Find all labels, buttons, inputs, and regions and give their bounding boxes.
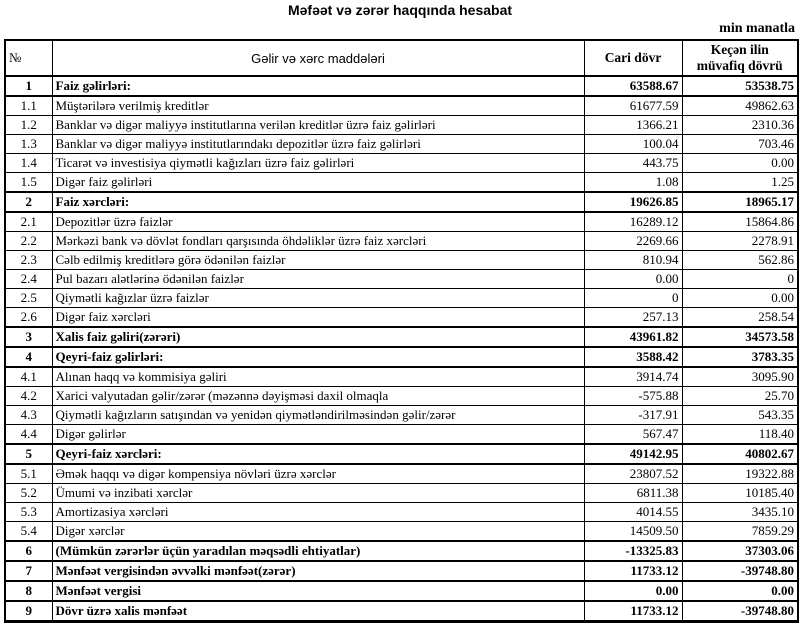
row-current-value: 100.04: [584, 135, 682, 154]
row-item: Qeyri-faiz gəlirləri:: [52, 347, 584, 367]
row-previous-value: 7859.29: [682, 522, 798, 542]
row-no: 4.2: [5, 387, 52, 406]
row-no: 4.4: [5, 425, 52, 445]
row-current-value: 443.75: [584, 154, 682, 173]
row-current-value: 14509.50: [584, 522, 682, 542]
row-current-value: 11733.12: [584, 601, 682, 622]
row-item: Cəlb edilmiş kreditlərə görə ödənilən faizlər: [52, 251, 584, 270]
row-previous-value: 0.00: [682, 581, 798, 601]
row-item: Mənfəət vergisi: [52, 581, 584, 601]
row-item: Əmək haqqı və digər kompensiya növləri üzrə xərclər: [52, 464, 584, 484]
row-previous-value: 703.46: [682, 135, 798, 154]
row-previous-value: 0: [682, 270, 798, 289]
row-current-value: 0.00: [584, 581, 682, 601]
row-current-value: 16289.12: [584, 212, 682, 232]
row-no: 4.1: [5, 367, 52, 387]
row-item: Qeyri-faiz xərcləri:: [52, 444, 584, 464]
row-no: 6: [5, 541, 52, 561]
row-no: 2.2: [5, 232, 52, 251]
row-item: Banklar və digər maliyyə institutlarındakı depozitlər üzrə faiz gəlirləri: [52, 135, 584, 154]
row-no: 2.3: [5, 251, 52, 270]
row-no: 2: [5, 192, 52, 212]
row-previous-value: 40802.67: [682, 444, 798, 464]
row-no: 1.2: [5, 116, 52, 135]
row-item: Dövr üzrə xalis mənfəət: [52, 601, 584, 622]
row-current-value: 23807.52: [584, 464, 682, 484]
row-item: Banklar və digər maliyyə institutlarına verilən kreditlər üzrə faiz gəlirləri: [52, 116, 584, 135]
row-item: Depozitlər üzrə faizlər: [52, 212, 584, 232]
header-current-period: Cari dövr: [584, 40, 682, 76]
row-item: Qiymətli kağızlar üzrə faizlər: [52, 289, 584, 308]
row-previous-value: 543.35: [682, 406, 798, 425]
table-row: [5, 212, 798, 232]
row-previous-value: -39748.80: [682, 561, 798, 581]
row-previous-value: 562.86: [682, 251, 798, 270]
row-no: 5.3: [5, 503, 52, 522]
row-current-value: 4014.55: [584, 503, 682, 522]
row-item: Mənfəət vergisindən əvvəlki mənfəət(zərər): [52, 561, 584, 581]
row-no: 1.4: [5, 154, 52, 173]
row-previous-value: 0.00: [682, 289, 798, 308]
table-row: [5, 464, 798, 484]
row-item: Faiz gəlirləri:: [52, 76, 584, 96]
row-previous-value: 3783.35: [682, 347, 798, 367]
row-previous-value: 258.54: [682, 308, 798, 328]
row-item: Xarici valyutadan gəlir/zərər (məzənnə dəyişməsi daxil olmaqla: [52, 387, 584, 406]
row-previous-value: 53538.75: [682, 76, 798, 96]
row-previous-value: 118.40: [682, 425, 798, 445]
row-current-value: 1.08: [584, 173, 682, 193]
table-row: [5, 347, 798, 367]
row-no: 9: [5, 601, 52, 622]
row-current-value: 49142.95: [584, 444, 682, 464]
table-row: [5, 484, 798, 503]
table-row: [5, 96, 798, 116]
row-previous-value: 3435.10: [682, 503, 798, 522]
row-no: 5: [5, 444, 52, 464]
row-item: Ticarət və investisiya qiymətli kağızları üzrə faiz gəlirləri: [52, 154, 584, 173]
unit-note: min manatla: [719, 21, 795, 36]
row-no: 5.1: [5, 464, 52, 484]
table-row: [5, 561, 798, 581]
row-item: Pul bazarı alətlərinə ödənilən faizlər: [52, 270, 584, 289]
row-previous-value: 25.70: [682, 387, 798, 406]
table-row: [5, 327, 798, 347]
row-previous-value: 34573.58: [682, 327, 798, 347]
row-no: 5.2: [5, 484, 52, 503]
table-row: [5, 135, 798, 154]
row-previous-value: 0.00: [682, 154, 798, 173]
table-row: [5, 387, 798, 406]
row-previous-value: 18965.17: [682, 192, 798, 212]
header-row: [5, 40, 798, 76]
table-row: [5, 232, 798, 251]
table-row: [5, 154, 798, 173]
table-row: [5, 503, 798, 522]
row-current-value: 63588.67: [584, 76, 682, 96]
row-no: 2.4: [5, 270, 52, 289]
row-item: Amortizasiya xərcləri: [52, 503, 584, 522]
page-title: Məfəət və zərər haqqında hesabat: [287, 2, 513, 18]
row-current-value: 11733.12: [584, 561, 682, 581]
table-header: [5, 40, 798, 76]
row-no: 1.5: [5, 173, 52, 193]
row-no: 4.3: [5, 406, 52, 425]
row-current-value: 257.13: [584, 308, 682, 328]
header-previous-period: Keçən ilin müvafiq dövrü: [682, 40, 798, 76]
row-no: 2.1: [5, 212, 52, 232]
row-no: 1: [5, 76, 52, 96]
row-no: 4: [5, 347, 52, 367]
row-item: Ümumi və inzibati xərclər: [52, 484, 584, 503]
header-no: №: [5, 40, 52, 76]
header-item: Gəlir və xərc maddələri: [52, 40, 584, 76]
row-current-value: -317.91: [584, 406, 682, 425]
row-no: 8: [5, 581, 52, 601]
row-previous-value: 19322.88: [682, 464, 798, 484]
row-item: Alınan haqq və kommisiya gəliri: [52, 367, 584, 387]
table-row: [5, 308, 798, 328]
row-item: Digər faiz xərcləri: [52, 308, 584, 328]
row-item: Digər faiz gəlirləri: [52, 173, 584, 193]
row-current-value: -13325.83: [584, 541, 682, 561]
row-current-value: 2269.66: [584, 232, 682, 251]
row-item: Digər xərclər: [52, 522, 584, 542]
row-no: 2.6: [5, 308, 52, 328]
row-previous-value: 2310.36: [682, 116, 798, 135]
row-item: Müştərilərə verilmiş kreditlər: [52, 96, 584, 116]
row-no: 5.4: [5, 522, 52, 542]
row-item: Digər gəlirlər: [52, 425, 584, 445]
row-current-value: 43961.82: [584, 327, 682, 347]
row-previous-value: 49862.63: [682, 96, 798, 116]
row-item: Mərkəzi bank və dövlət fondları qarşısında öhdəliklər üzrə faiz xərcləri: [52, 232, 584, 251]
profit-loss-table: [4, 39, 799, 623]
row-previous-value: -39748.80: [682, 601, 798, 622]
row-current-value: 1366.21: [584, 116, 682, 135]
table-row: [5, 581, 798, 601]
row-current-value: 3914.74: [584, 367, 682, 387]
table-body: [5, 76, 798, 622]
row-current-value: 567.47: [584, 425, 682, 445]
table-row: [5, 192, 798, 212]
row-current-value: 0.00: [584, 270, 682, 289]
row-item: Xalis faiz gəliri(zərəri): [52, 327, 584, 347]
row-no: 3: [5, 327, 52, 347]
row-previous-value: 1.25: [682, 173, 798, 193]
table-row: [5, 116, 798, 135]
table-row: [5, 406, 798, 425]
table-row: [5, 270, 798, 289]
row-no: 7: [5, 561, 52, 581]
table-row: [5, 367, 798, 387]
table-row: [5, 425, 798, 445]
row-current-value: 0: [584, 289, 682, 308]
table-row: [5, 444, 798, 464]
table-row: [5, 76, 798, 96]
table-row: [5, 522, 798, 542]
row-no: 2.5: [5, 289, 52, 308]
row-current-value: 19626.85: [584, 192, 682, 212]
row-previous-value: 2278.91: [682, 232, 798, 251]
table-row: [5, 251, 798, 270]
row-previous-value: 15864.86: [682, 212, 798, 232]
table-row: [5, 289, 798, 308]
row-current-value: 61677.59: [584, 96, 682, 116]
table-row: [5, 173, 798, 193]
row-previous-value: 37303.06: [682, 541, 798, 561]
row-no: 1.3: [5, 135, 52, 154]
row-previous-value: 10185.40: [682, 484, 798, 503]
table-row: [5, 601, 798, 622]
row-previous-value: 3095.90: [682, 367, 798, 387]
row-current-value: 3588.42: [584, 347, 682, 367]
table-row: [5, 541, 798, 561]
row-no: 1.1: [5, 96, 52, 116]
row-item: (Mümkün zərərlər üçün yaradılan məqsədli ehtiyatlar): [52, 541, 584, 561]
row-current-value: 6811.38: [584, 484, 682, 503]
row-current-value: 810.94: [584, 251, 682, 270]
row-current-value: -575.88: [584, 387, 682, 406]
row-item: Qiymətli kağızların satışından və yenidən qiymətləndirilməsindən gəlir/zərər: [52, 406, 584, 425]
row-item: Faiz xərcləri:: [52, 192, 584, 212]
